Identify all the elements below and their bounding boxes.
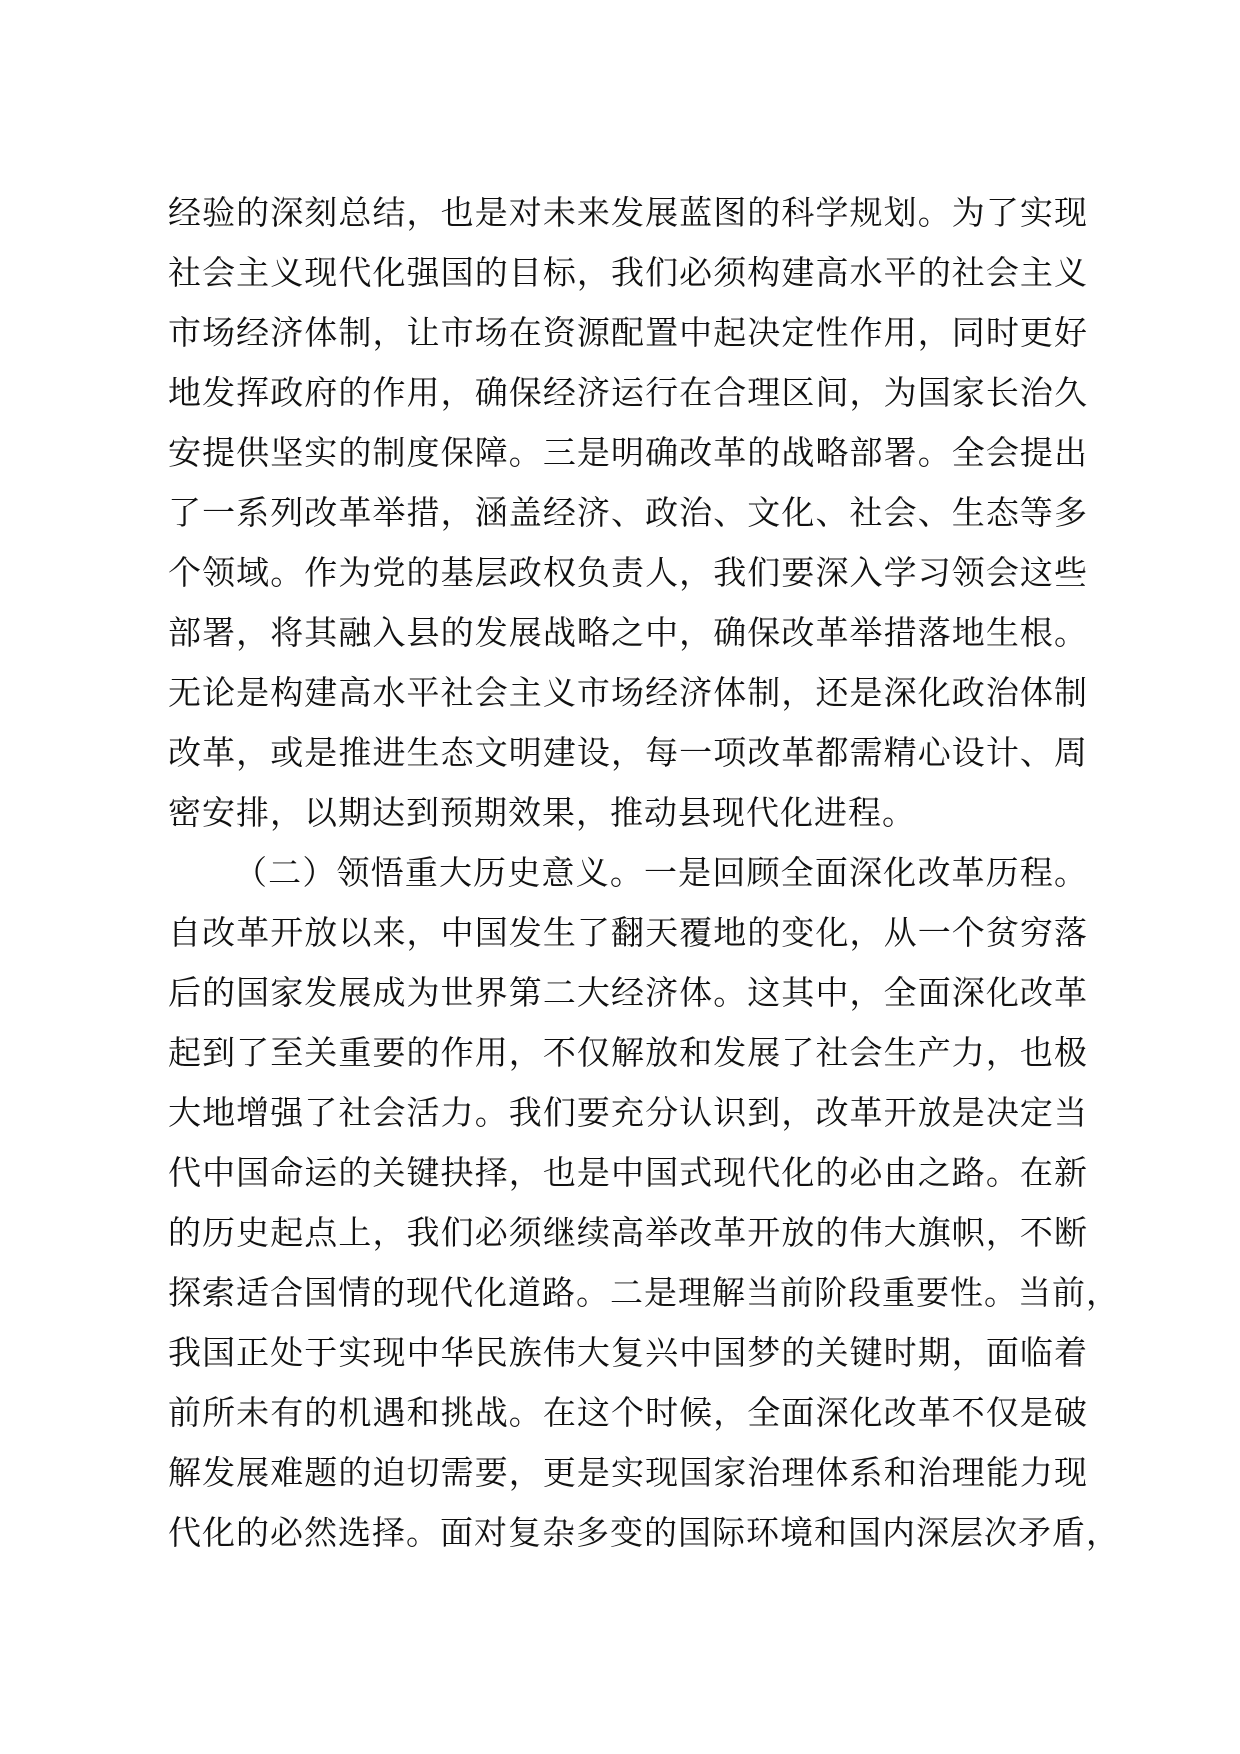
text-line: 市场经济体制，让市场在资源配置中起决定性作用，同时更好 <box>168 313 1088 352</box>
text-line: 前所未有的机遇和挑战。在这个时候，全面深化改革不仅是破 <box>168 1393 1088 1432</box>
text-line: 后的国家发展成为世界第二大经济体。这其中，全面深化改革 <box>168 973 1088 1012</box>
text-line: 了一系列改革举措，涵盖经济、政治、文化、社会、生态等多 <box>168 493 1088 532</box>
text-line: 代中国命运的关键抉择，也是中国式现代化的必由之路。在新 <box>168 1153 1088 1192</box>
paragraph-end-line: 密安排，以期达到预期效果，推动县现代化进程。 <box>168 793 916 832</box>
body-text <box>168 183 1120 1563</box>
section-heading-line: （二）领悟重大历史意义。一是回顾全面深化改革历程。 <box>234 853 1088 892</box>
text-line: 改革，或是推进生态文明建设，每一项改革都需精心设计、周 <box>168 733 1088 772</box>
text-line: 的历史起点上，我们必须继续高举改革开放的伟大旗帜，不断 <box>168 1213 1088 1252</box>
text-line: 代化的必然选择。面对复杂多变的国际环境和国内深层次矛盾， <box>168 1513 1120 1552</box>
text-line: 个领域。作为党的基层政权负责人，我们要深入学习领会这些 <box>168 553 1088 592</box>
text-line: 安提供坚实的制度保障。三是明确改革的战略部署。全会提出 <box>168 433 1088 472</box>
text-line: 我国正处于实现中华民族伟大复兴中国梦的关键时期，面临着 <box>168 1333 1088 1372</box>
text-line: 解发展难题的迫切需要，更是实现国家治理体系和治理能力现 <box>168 1453 1088 1492</box>
text-line: 大地增强了社会活力。我们要充分认识到，改革开放是决定当 <box>168 1093 1088 1132</box>
text-line: 探索适合国情的现代化道路。二是理解当前阶段重要性。当前， <box>168 1273 1120 1312</box>
text-line: 无论是构建高水平社会主义市场经济体制，还是深化政治体制 <box>168 673 1088 712</box>
text-line: 经验的深刻总结，也是对未来发展蓝图的科学规划。为了实现 <box>168 193 1088 232</box>
text-line: 部署，将其融入县的发展战略之中，确保改革举措落地生根。 <box>168 613 1088 652</box>
text-line: 地发挥政府的作用，确保经济运行在合理区间，为国家长治久 <box>168 373 1088 412</box>
text-line: 自改革开放以来，中国发生了翻天覆地的变化，从一个贫穷落 <box>168 913 1088 952</box>
text-line: 社会主义现代化强国的目标，我们必须构建高水平的社会主义 <box>168 253 1088 292</box>
text-line: 起到了至关重要的作用，不仅解放和发展了社会生产力，也极 <box>168 1033 1088 1072</box>
